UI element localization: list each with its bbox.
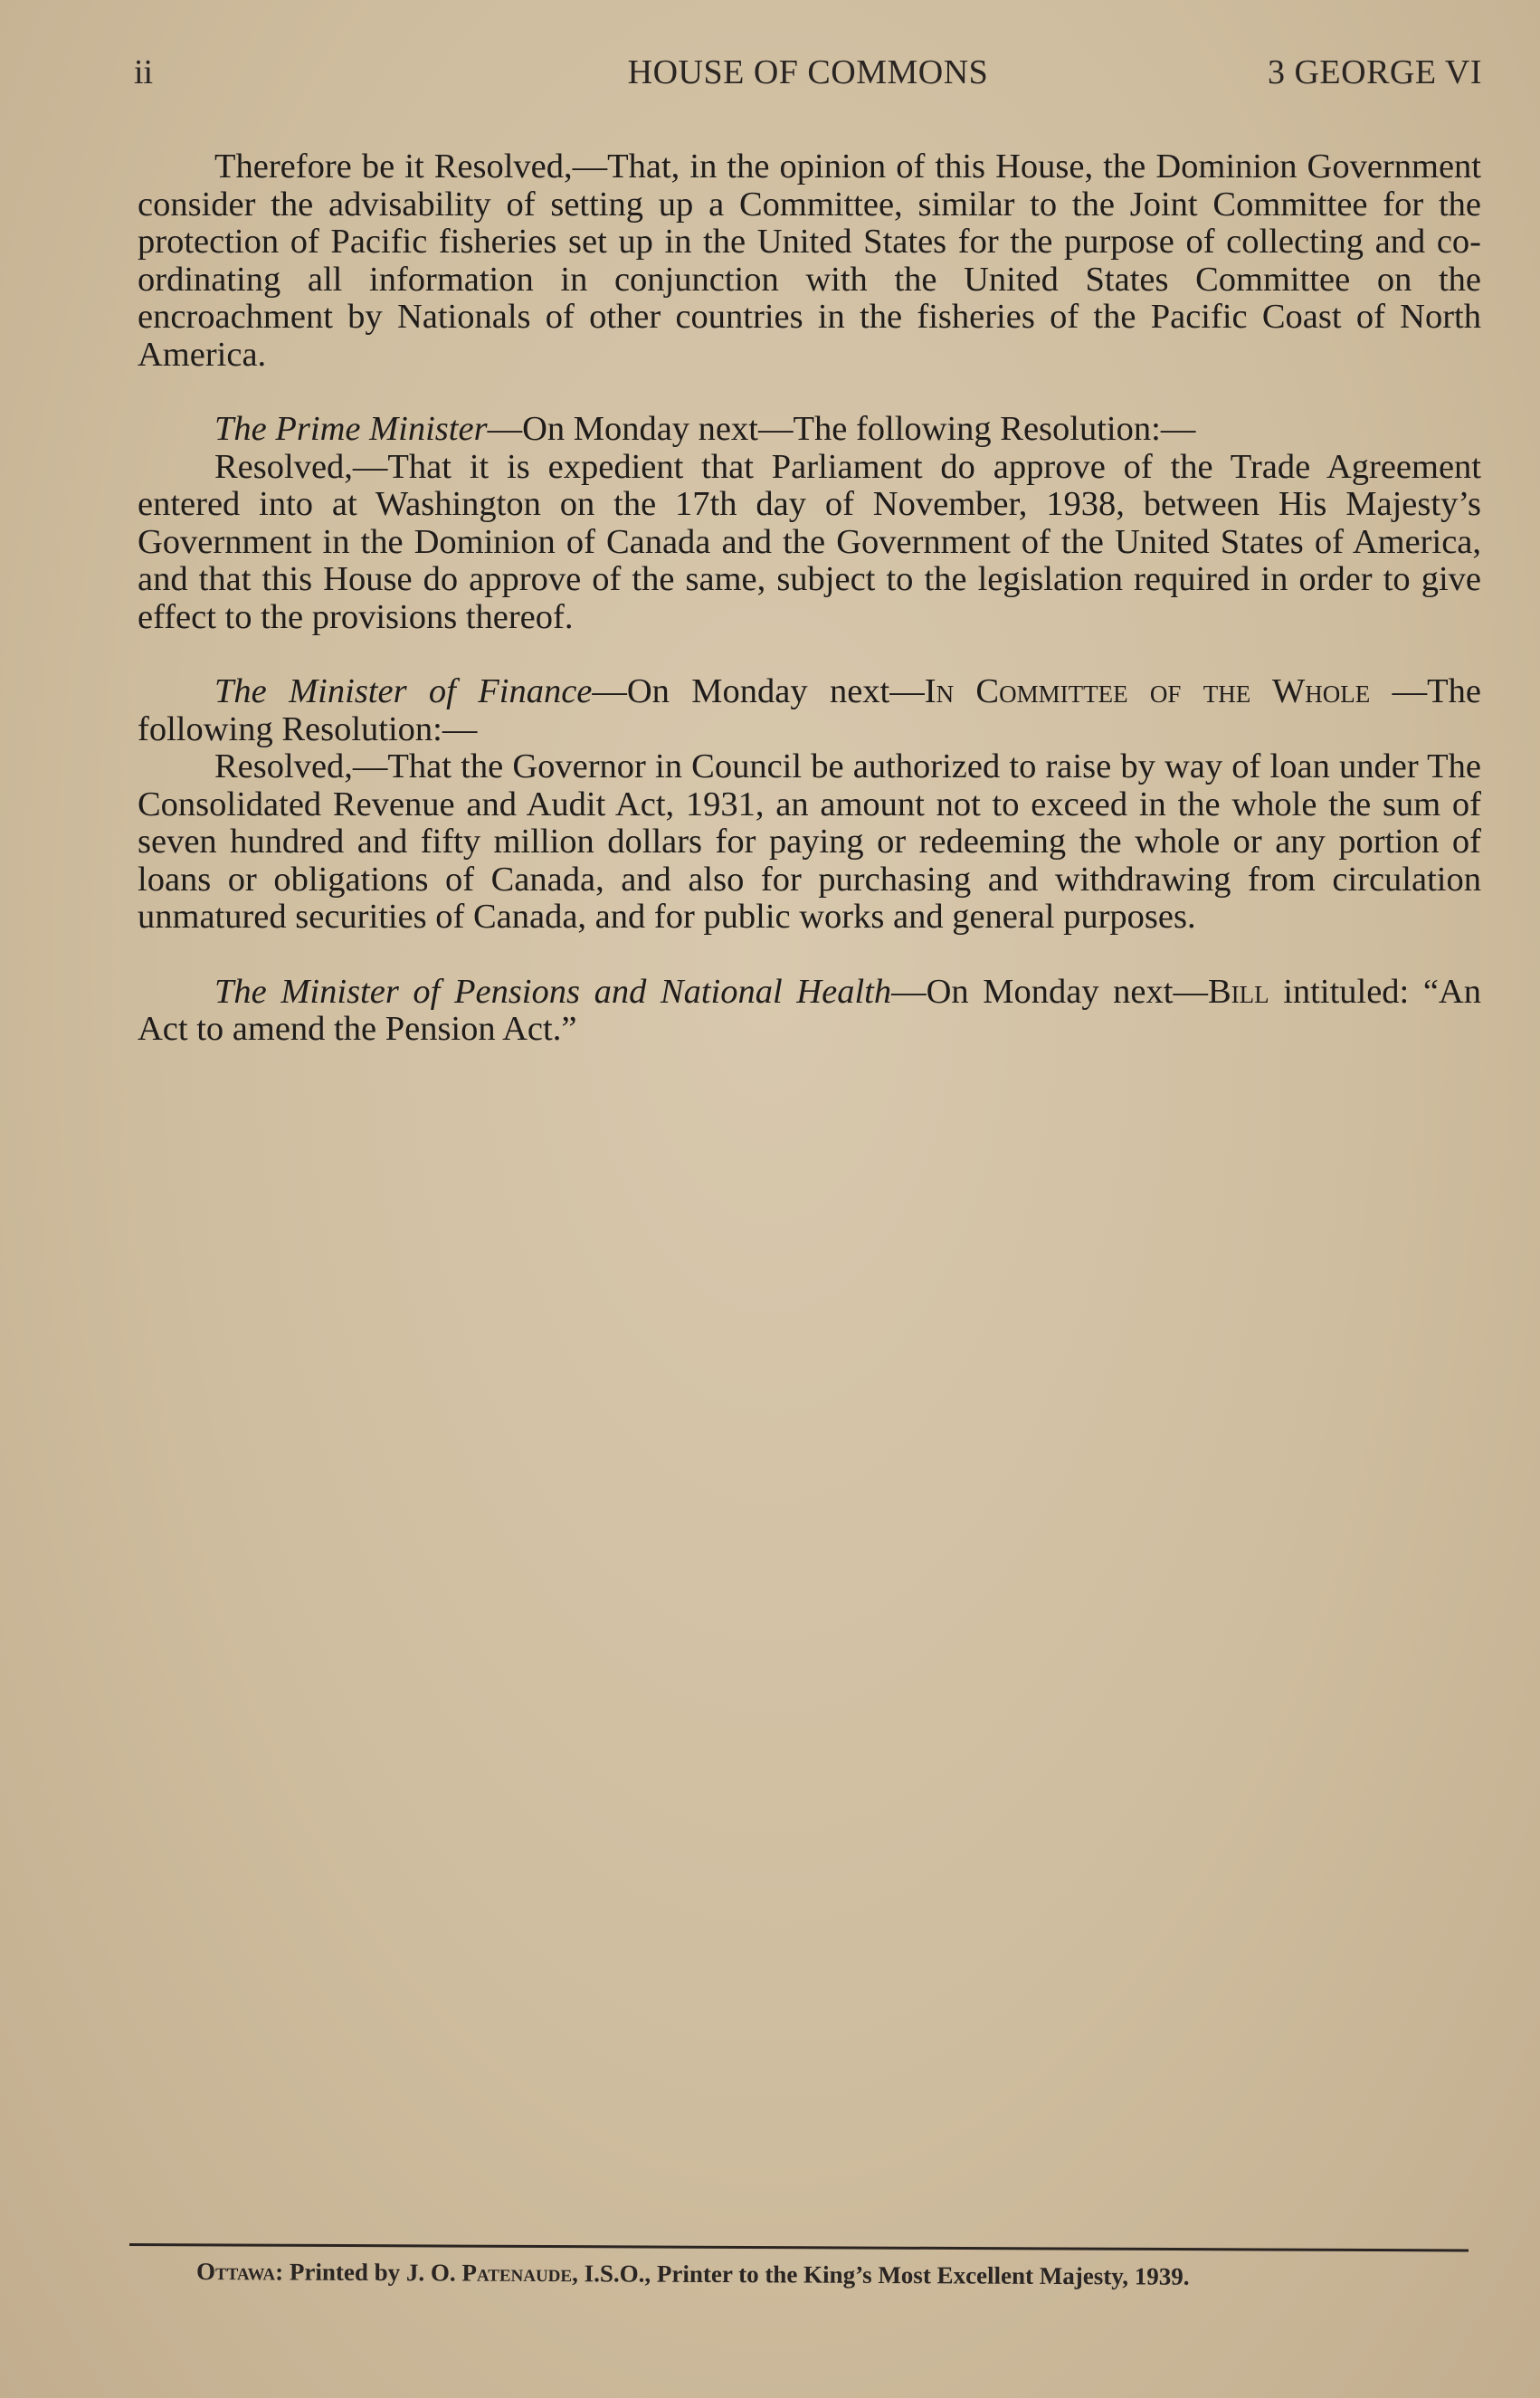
regnal-year: 3 GEORGE VI	[1267, 53, 1482, 91]
notice-text-continued: —The following Resolution:—	[138, 672, 1481, 748]
notice-text: —On Monday next—	[592, 672, 925, 710]
imprint-text-continued: , I.S.O., Printer to the King’s Most Excellent Majesty, 1939.	[572, 2260, 1190, 2290]
committee-label: In Committee of the Whole	[924, 672, 1371, 710]
notice-minister-of-pensions	[138, 974, 1481, 1049]
body-text	[138, 148, 1481, 1049]
resolution-paragraph-loan: Resolved,—That the Governor in Council be authorized to raise by way of loan under The Consolidated Revenue and Audit Act, 1931, an amount not to exceed in the whole the sum of seven hundred and fifty million dollars for paying or redeeming the whole or any portion of loans or obligations of Canada, and also for purchasing and withdrawing from circulation unmatured securities of Canada, and for public works and general purposes.	[138, 747, 1481, 936]
speaker-name: The Prime Minister	[214, 410, 488, 448]
notice-text: —On Monday next—	[891, 972, 1208, 1011]
resolution-paragraph-trade-agreement: Resolved,—That it is expedient that Parliament do approve of the Trade Agreement entered into at Washington on the 17th day of November, 1938, between His Majesty’s Government in the Dominion of Canada and the Government of the United States of America, and that this House do approve of the same, subject to the legislation required in order to give effect to the provisions thereof.	[138, 447, 1481, 636]
printer-imprint	[196, 2258, 1463, 2292]
page-title: HOUSE OF COMMONS	[627, 53, 989, 91]
speaker-name: The Minister of Finance	[214, 672, 593, 710]
speaker-name: The Minister of Pensions and National Health	[214, 972, 892, 1011]
imprint-place: Ottawa	[195, 2258, 276, 2286]
notice-text: —On Monday next—The following Resolution:—	[487, 410, 1196, 448]
resolution-paragraph-fisheries: Therefore be it Resolved,—That, in the opinion of this House, the Dominion Government consider the advisability of setting up a Committee, similar to the Joint Committee for the protection of Pacific fisheries set up in the United States for the purpose of collecting and co-ordinating all information in conjunction with the United States Committee on the encroachment by Nationals of other countries in the fisheries of the Pacific Coast of North America.	[138, 147, 1481, 374]
notice-prime-minister	[138, 411, 1481, 449]
running-header	[134, 52, 1482, 98]
bill-label: Bill	[1207, 972, 1269, 1011]
imprint-printer: Patenaude	[461, 2259, 573, 2288]
footer-rule	[129, 2243, 1469, 2251]
notice-minister-of-finance	[138, 673, 1481, 748]
page-number: ii	[134, 53, 154, 91]
imprint-text: : Printed by J. O.	[275, 2258, 462, 2287]
notice-text-continued: intituled: “An Act to amend the Pension Act.”	[138, 972, 1481, 1048]
